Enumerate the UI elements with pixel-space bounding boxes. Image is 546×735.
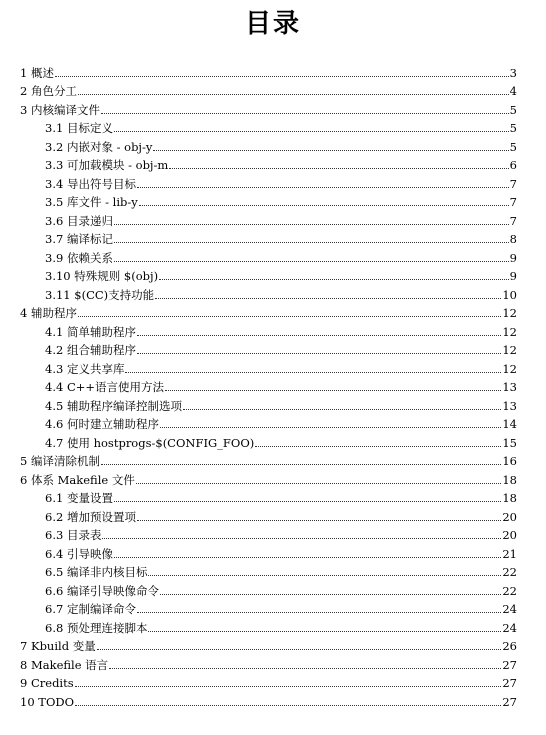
toc-entry-label: 8 Makefile 语言 <box>20 657 109 672</box>
dot-leader <box>165 390 501 391</box>
toc-entry-label: 4 辅助程序 <box>20 306 77 320</box>
dot-leader <box>137 187 509 188</box>
toc-entry[interactable] <box>20 61 517 80</box>
toc-entry-page-number: 5 <box>509 121 517 135</box>
toc-entry-label: 6.2 增加预设置项 <box>45 509 136 524</box>
toc-entry-label: 3.6 目录递归 <box>45 213 113 228</box>
toc-entry[interactable] <box>20 98 517 117</box>
dot-leader <box>148 575 501 576</box>
toc-entry-page-number: 12 <box>502 361 517 376</box>
toc-entry-page-number: 7 <box>509 176 517 191</box>
toc-entry[interactable] <box>20 320 517 339</box>
toc-entry-label: 6.4 引导映像 <box>45 546 113 561</box>
toc-entry[interactable] <box>20 394 517 413</box>
dot-leader <box>114 501 501 502</box>
toc-entry-label: 6.8 预处理连接脚本 <box>45 620 148 635</box>
toc-entry-page-number: 12 <box>502 324 517 339</box>
toc-entry-page-number: 3 <box>509 65 517 80</box>
toc-entry-page-number: 20 <box>502 509 517 524</box>
dot-leader <box>137 612 501 613</box>
toc-entry-page-number: 8 <box>509 232 517 246</box>
dot-leader <box>114 131 509 132</box>
toc-entry-label: 6.5 编译非内核目标 <box>45 565 148 579</box>
dot-leader <box>148 631 501 632</box>
dot-leader <box>97 649 502 650</box>
dot-leader <box>78 94 509 95</box>
dot-leader <box>183 409 501 410</box>
toc-entry-label: 6 体系 Makefile 文件 <box>20 472 135 487</box>
toc-entry-label: 4.2 组合辅助程序 <box>45 343 136 357</box>
dot-leader <box>75 705 501 706</box>
dot-leader <box>137 335 501 336</box>
toc-entry-label: 3.2 内嵌对象 - obj-y <box>45 139 153 154</box>
toc-entry-page-number: 27 <box>502 676 517 690</box>
toc-entry[interactable] <box>20 690 517 709</box>
toc-entry[interactable] <box>20 376 517 395</box>
toc-entry-page-number: 21 <box>502 546 517 561</box>
toc-entry-page-number: 20 <box>502 528 517 542</box>
table-of-contents <box>20 61 517 709</box>
toc-entry-label: 3 内核编译文件 <box>20 102 100 117</box>
toc-entry[interactable] <box>20 468 517 487</box>
toc-entry-label: 6.6 编译引导映像命令 <box>45 583 159 598</box>
toc-entry[interactable] <box>20 265 517 284</box>
toc-entry-page-number: 27 <box>502 657 517 672</box>
dot-leader <box>102 538 501 539</box>
toc-entry-page-number: 16 <box>502 454 517 468</box>
toc-entry[interactable] <box>20 209 517 228</box>
toc-entry-label: 3.9 依赖关系 <box>45 250 113 265</box>
dot-leader <box>114 224 509 225</box>
toc-entry[interactable] <box>20 505 517 524</box>
toc-entry-page-number: 10 <box>502 287 517 302</box>
toc-entry[interactable] <box>20 283 517 302</box>
toc-entry[interactable] <box>20 228 517 247</box>
toc-entry-page-number: 14 <box>502 417 517 431</box>
toc-entry-page-number: 22 <box>502 565 517 579</box>
toc-entry-page-number: 22 <box>502 583 517 598</box>
toc-entry-label: 3.4 导出符号目标 <box>45 176 136 191</box>
toc-entry[interactable] <box>20 135 517 154</box>
toc-entry[interactable] <box>20 672 517 691</box>
toc-entry-label: 7 Kbuild 变量 <box>20 639 96 653</box>
toc-entry[interactable] <box>20 117 517 136</box>
toc-entry-label: 9 Credits <box>20 676 74 690</box>
dot-leader <box>55 76 509 77</box>
toc-entry-page-number: 27 <box>502 694 517 709</box>
toc-entry-page-number: 4 <box>509 84 517 98</box>
toc-entry[interactable] <box>20 172 517 191</box>
dot-leader <box>101 464 501 465</box>
toc-entry-label: 4.3 定义共享库 <box>45 361 125 376</box>
toc-entry-page-number: 9 <box>509 269 517 283</box>
toc-entry-label: 5 编译清除机制 <box>20 454 100 468</box>
dot-leader <box>139 205 509 206</box>
dot-leader <box>159 279 509 280</box>
toc-entry-label: 1 概述 <box>20 65 54 80</box>
toc-entry-page-number: 12 <box>502 343 517 357</box>
toc-entry-page-number: 7 <box>509 195 517 209</box>
toc-entry[interactable] <box>20 616 517 635</box>
dot-leader <box>169 168 508 169</box>
toc-entry-label: 3.7 编译标记 <box>45 232 113 246</box>
toc-entry[interactable] <box>20 653 517 672</box>
page-title: 目录 <box>244 9 301 39</box>
toc-entry[interactable] <box>20 542 517 561</box>
dot-leader <box>109 668 501 669</box>
toc-entry[interactable] <box>20 246 517 265</box>
toc-entry-label: 2 角色分工 <box>20 84 77 98</box>
toc-entry[interactable] <box>20 561 517 580</box>
toc-entry-page-number: 5 <box>509 139 517 154</box>
toc-entry-label: 4.6 何时建立辅助程序 <box>45 417 159 431</box>
toc-entry-label: 10 TODO <box>20 694 75 709</box>
toc-entry[interactable] <box>20 524 517 543</box>
toc-entry-page-number: 6 <box>509 158 517 172</box>
toc-entry-label: 3.1 目标定义 <box>45 121 113 135</box>
dot-leader <box>114 261 509 262</box>
dot-leader <box>78 316 501 317</box>
toc-entry-label: 6.1 变量设置 <box>45 491 113 505</box>
toc-entry[interactable] <box>20 357 517 376</box>
toc-entry[interactable] <box>20 80 517 99</box>
dot-leader <box>153 150 508 151</box>
toc-entry-label: 4.4 C++语言使用方法 <box>45 380 165 394</box>
dot-leader <box>160 427 501 428</box>
toc-entry[interactable] <box>20 450 517 469</box>
toc-entry-page-number: 18 <box>502 472 517 487</box>
toc-entry-page-number: 24 <box>502 620 517 635</box>
toc-entry-page-number: 24 <box>502 602 517 616</box>
toc-entry-label: 6.7 定制编译命令 <box>45 602 136 616</box>
dot-leader <box>137 520 501 521</box>
toc-entry[interactable] <box>20 191 517 210</box>
toc-entry[interactable] <box>20 579 517 598</box>
toc-entry-page-number: 13 <box>502 398 517 413</box>
toc-entry[interactable] <box>20 339 517 358</box>
dot-leader <box>125 372 501 373</box>
toc-entry-page-number: 12 <box>502 306 517 320</box>
toc-entry-page-number: 13 <box>502 380 517 394</box>
dot-leader <box>136 483 502 484</box>
dot-leader <box>101 113 509 114</box>
toc-entry-page-number: 18 <box>502 491 517 505</box>
dot-leader <box>160 594 501 595</box>
dot-leader <box>137 353 501 354</box>
toc-entry-label: 4.7 使用 hostprogs-$(CONFIG_FOO) <box>45 435 255 450</box>
toc-entry-label: 3.3 可加载模块 - obj-m <box>45 158 169 172</box>
toc-entry[interactable] <box>20 154 517 173</box>
dot-leader <box>155 298 501 299</box>
dot-leader <box>75 686 502 687</box>
toc-entry-page-number: 26 <box>502 639 517 653</box>
toc-entry-label: 4.5 辅助程序编译控制选项 <box>45 398 182 413</box>
toc-entry[interactable] <box>20 413 517 432</box>
toc-entry-page-number: 5 <box>509 102 517 117</box>
toc-entry[interactable] <box>20 487 517 506</box>
toc-entry-page-number: 7 <box>509 213 517 228</box>
toc-entry[interactable] <box>20 302 517 321</box>
toc-entry-label: 4.1 简单辅助程序 <box>45 324 136 339</box>
toc-entry[interactable] <box>20 635 517 654</box>
dot-leader <box>114 242 509 243</box>
toc-entry-label: 3.10 特殊规则 $(obj) <box>45 269 159 283</box>
dot-leader <box>114 557 501 558</box>
toc-entry-label: 6.3 目录表 <box>45 528 102 542</box>
toc-entry-label: 3.11 $(CC)支持功能 <box>45 287 155 302</box>
toc-entry[interactable] <box>20 598 517 617</box>
toc-entry-label: 3.5 库文件 - lib-y <box>45 195 138 209</box>
toc-entry-page-number: 15 <box>502 435 517 450</box>
toc-entry-page-number: 9 <box>509 250 517 265</box>
dot-leader <box>255 446 501 447</box>
toc-entry[interactable] <box>20 431 517 450</box>
